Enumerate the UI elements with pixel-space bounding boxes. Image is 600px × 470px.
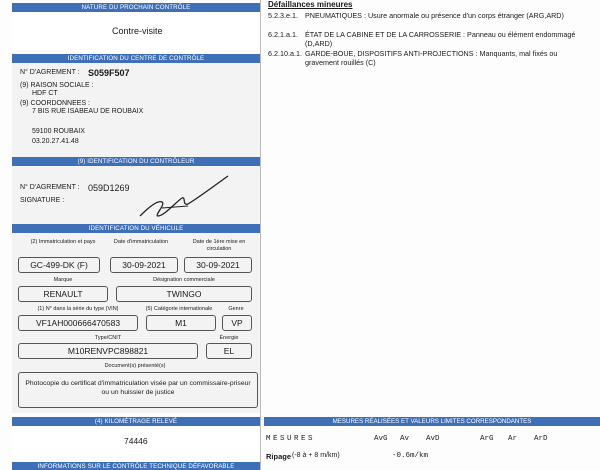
vin-label: (1) N° dans la série du type (VIN) [37,306,119,312]
col-av: Av [400,435,410,443]
defect-item [268,49,588,69]
date-immat-value: 30-09-2021 [110,257,178,273]
date-first-label: Date de 1ère mise en circulation [192,239,246,252]
ripage-value: -0.6m/km [392,452,429,460]
signature-image [132,172,232,222]
col-arg: ArG [480,435,494,443]
defect-text: ÉTAT DE LA CABINE ET DE LA CARROSSERIE : Panneau ou élément endommagé (D,ARD) [305,30,576,48]
controller-panel [12,166,260,224]
immat-value: GC-499-DK (F) [18,257,100,273]
immat-label: (2) Immatriculation et pays [30,239,96,245]
date-first-value: 30-09-2021 [184,257,252,273]
designation-label: Désignation commerciale [153,277,215,283]
defect-code: 5.2.3.e.1. [268,11,298,20]
center-agrement-label: N° D'AGREMENT : [20,69,80,76]
defect-item [268,11,588,31]
genre-label: Genre [228,306,244,312]
ripage-range: (-8 à + 8 m/km) [292,452,340,459]
designation-value: TWINGO [116,286,252,302]
marque-value: RENAULT [18,286,108,302]
date-immat-label: Date d'immatriculation [113,239,169,245]
center-phone: 03.20.27.41.48 [32,138,79,145]
col-avd: AvD [426,435,440,443]
vin-value: VF1AH000666470583 [18,315,138,331]
next-control-value: Contre-visite [112,26,163,36]
vehicle-header: IDENTIFICATION DU VÉHICULE [12,224,260,233]
mileage-panel [12,426,260,456]
genre-value: VP [222,315,252,331]
type-label: Type/CNIT [94,335,122,341]
categorie-label: (5) Catégorie internationale [145,306,213,312]
raison-sociale-value: HDF CT [32,90,58,97]
measures-header: MESURES RÉALISÉES ET VALEURS LIMITES CORRESPONDANTES [264,417,600,426]
type-value: M10RENVPC898821 [18,343,198,359]
mileage-header: (4) KILOMÉTRAGE RELEVÉ [12,417,260,426]
controller-agrement-value: 059D1269 [88,183,130,193]
next-control-header: NATURE DU PROCHAIN CONTRÔLE [12,3,260,12]
signature-label: SIGNATURE : [20,197,65,204]
defects-title: Défaillances mineures [268,0,353,9]
defect-code: 6.2.10.a.1. [268,49,302,58]
vehicle-panel [12,233,260,413]
col-ard: ArD [534,435,548,443]
energie-value: EL [206,343,252,359]
defect-item [268,30,588,50]
info-header: INFORMATIONS SUR LE CONTRÔLE TECHNIQUE DÉFAVORABLE [12,462,260,470]
right-column [262,0,600,470]
defect-text: GARDE-BOUE, DISPOSITIFS ANTI-PROJECTIONS : Manquants, mal fixés ou gravement rouillés (C) [305,49,558,67]
next-control-panel [12,12,260,50]
col-avg: AvG [374,435,388,443]
center-panel [12,63,260,157]
marque-label: Marque [53,277,73,283]
mileage-value: 74446 [124,436,148,446]
left-column [12,0,260,470]
energie-label: Énergie [219,335,239,341]
center-agrement-value: S059F507 [88,68,130,78]
docs-value: Photocopie du certificat d'immatriculation visée par un commissaire-priseur ou un huissier de justice [18,372,258,408]
center-address: 7 BIS RUE ISABEAU DE ROUBAIX [32,108,144,115]
categorie-value: M1 [146,315,216,331]
controller-header: (9) IDENTIFICATION DU CONTRÔLEUR [12,157,260,166]
defect-code: 6.2.1.a.1. [268,30,298,39]
center-city: 59100 ROUBAIX [32,128,85,135]
col-ar: Ar [508,435,518,443]
docs-label: Document(s) présenté(s) [104,363,166,369]
raison-sociale-label: (9) RAISON SOCIALE : [20,82,94,89]
column-divider [260,0,261,470]
ripage-label: Ripage [266,452,292,461]
coordonnees-label: (9) COORDONNEES : [20,100,91,107]
controller-agrement-label: N° D'AGREMENT : [20,184,80,191]
mesures-label: MESURES [266,435,316,443]
center-header: IDENTIFICATION DU CENTRE DE CONTRÔLE [12,54,260,63]
defect-text: PNEUMATIQUES : Usure anormale ou présence d'un corps étranger (ARG,ARD) [305,11,564,20]
